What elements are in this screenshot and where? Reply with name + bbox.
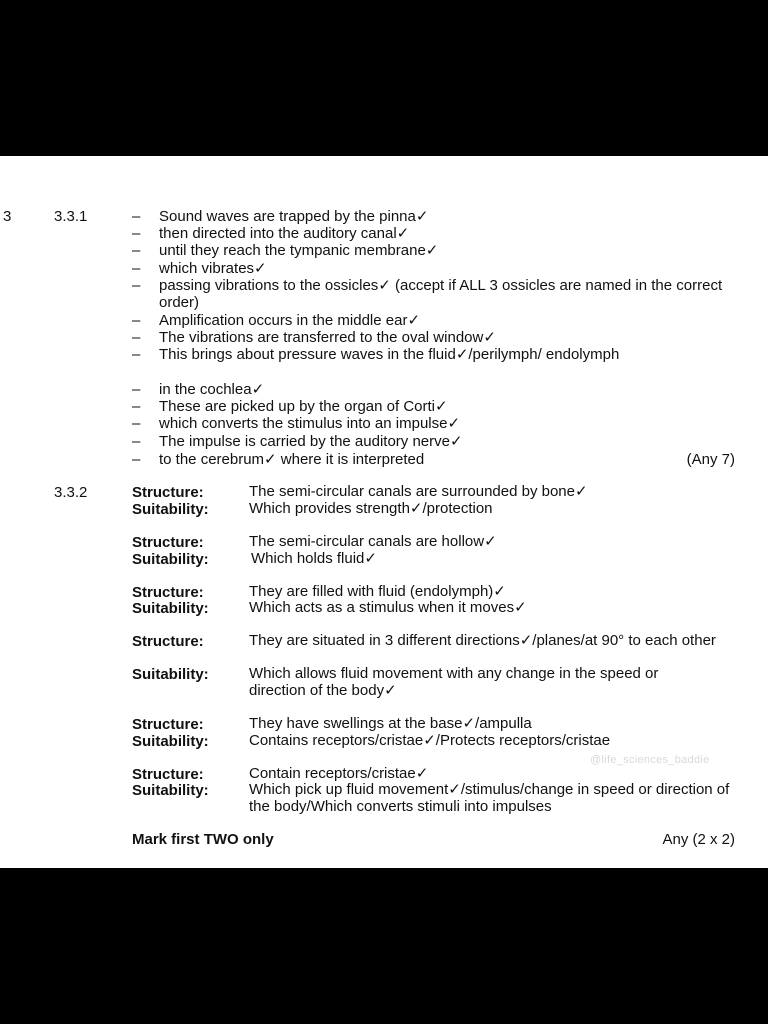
dash-bullet: – xyxy=(132,208,141,225)
list-item-text: Amplification occurs in the middle ear✓ xyxy=(159,312,421,329)
watermark: @life_sciences_baddie xyxy=(590,754,710,766)
dash-bullet: – xyxy=(132,277,141,294)
suitability-text: Which pick up fluid movement✓/stimulus/change in speed or direction of the body/Which converts stimuli into impulses xyxy=(249,781,730,815)
suitability-label: Suitability: xyxy=(132,666,209,683)
structure-label: Structure: xyxy=(132,633,204,650)
structure-label: Structure: xyxy=(132,534,204,551)
list-item-text: in the cochlea✓ xyxy=(159,381,265,398)
dash-bullet: – xyxy=(132,260,141,277)
structure-label: Structure: xyxy=(132,716,204,733)
suitability-text: Which holds fluid✓ xyxy=(251,550,377,567)
list-item-text: passing vibrations to the ossicles✓ (accept if ALL 3 ossicles are named in the correct order) xyxy=(159,277,723,311)
list-item-text: until they reach the tympanic membrane✓ xyxy=(159,242,439,259)
dash-bullet: – xyxy=(132,312,141,329)
suitability-label: Suitability: xyxy=(132,733,209,750)
dash-bullet: – xyxy=(132,225,141,242)
dash-bullet: – xyxy=(132,433,141,450)
list-item-text: to the cerebrum✓ where it is interpreted xyxy=(159,451,425,468)
dash-bullet: – xyxy=(132,381,141,398)
suitability-label: Suitability: xyxy=(132,782,209,799)
suitability-label: Suitability: xyxy=(132,501,209,518)
structure-text: They are situated in 3 different directions✓/planes/at 90° to each other xyxy=(249,632,716,649)
dash-bullet: – xyxy=(132,415,141,432)
list-item-text: These are picked up by the organ of Corti✓ xyxy=(159,398,448,415)
structure-text: They are filled with fluid (endolymph)✓ xyxy=(249,583,506,600)
list-item-text: then directed into the auditory canal✓ xyxy=(159,225,410,242)
list-item-text: Sound waves are trapped by the pinna✓ xyxy=(159,208,429,225)
list-item-text: The impulse is carried by the auditory nerve✓ xyxy=(159,433,463,450)
suitability-text: Contains receptors/cristae✓/Protects receptors/cristae xyxy=(249,732,611,749)
structure-text: The semi-circular canals are surrounded by bone✓ xyxy=(249,483,588,500)
suitability-label: Suitability: xyxy=(132,600,209,617)
structure-label: Structure: xyxy=(132,766,204,783)
suitability-text: Which provides strength✓/protection xyxy=(249,500,493,517)
marking-note: Mark first TWO only xyxy=(132,831,274,848)
list-item-text: This brings about pressure waves in the fluid✓/perilymph/ endolymph xyxy=(159,346,620,363)
suitability-label: Suitability: xyxy=(132,551,209,568)
list-item-text: which converts the stimulus into an impulse✓ xyxy=(159,415,461,432)
dash-bullet: – xyxy=(132,242,141,259)
dash-bullet: – xyxy=(132,329,141,346)
structure-label: Structure: xyxy=(132,584,204,601)
subquestion-number-3-3-1: 3.3.1 xyxy=(54,208,88,225)
mark-allocation-3-3-1: (Any 7) xyxy=(686,451,735,468)
suitability-text: Which acts as a stimulus when it moves✓ xyxy=(249,599,527,616)
mark-allocation-3-3-2: Any (2 x 2) xyxy=(662,831,735,848)
structure-text: The semi-circular canals are hollow✓ xyxy=(249,533,497,550)
suitability-text: Which allows fluid movement with any change in the speed or direction of the body✓ xyxy=(249,665,659,699)
structure-text: Contain receptors/cristae✓ xyxy=(249,765,429,782)
subquestion-number-3-3-2: 3.3.2 xyxy=(54,484,88,501)
structure-label: Structure: xyxy=(132,484,204,501)
list-item-text: which vibrates✓ xyxy=(159,260,267,277)
question-number: 3 xyxy=(3,208,12,225)
dash-bullet: – xyxy=(132,451,141,468)
list-item-text: The vibrations are transferred to the oval window✓ xyxy=(159,329,496,346)
answer-sheet-page xyxy=(0,156,768,868)
dash-bullet: – xyxy=(132,398,141,415)
dash-bullet: – xyxy=(132,346,141,363)
structure-text: They have swellings at the base✓/ampulla xyxy=(249,715,532,732)
